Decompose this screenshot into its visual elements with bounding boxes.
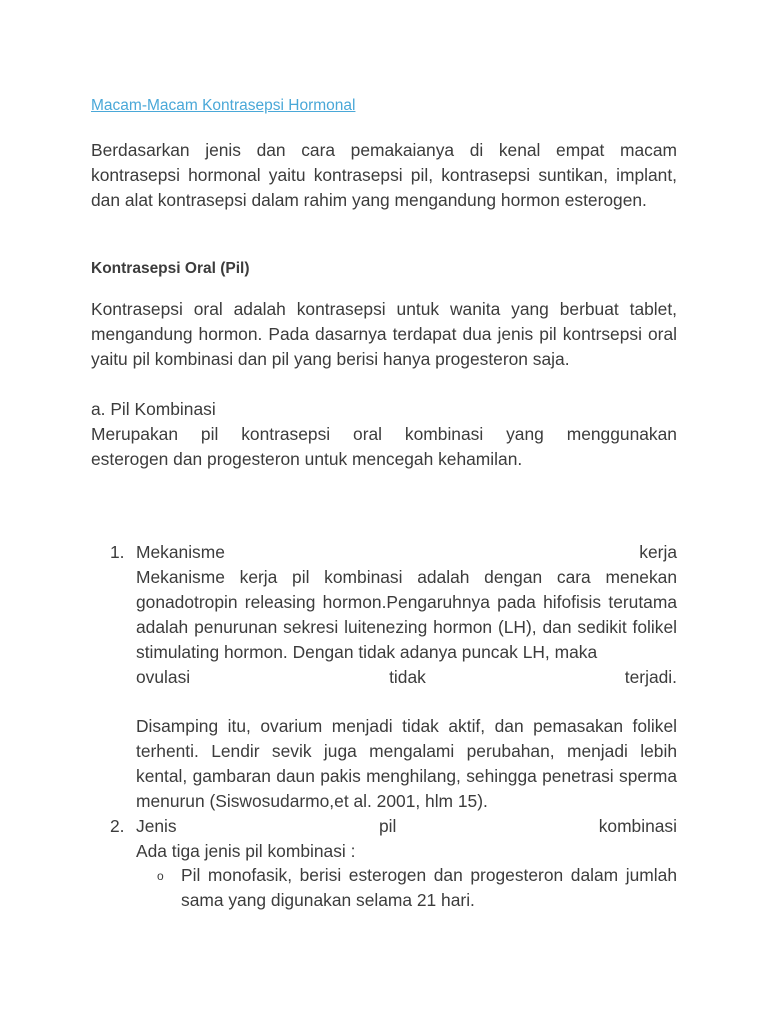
list-number-2: 2. [110,816,125,836]
intro-paragraph: Berdasarkan jenis dan cara pemakaianya di kenal empat macam kontrasepsi hormonal yaitu kontrasepsi pil, kontrasepsi suntikan, implant, dan alat kontrasepsi dalam rahim yang mengandung hormon esterogen. [91,140,677,210]
word: ovulasi [136,667,191,687]
word: terjadi. [624,667,677,687]
word: kontrasepsi [241,424,331,444]
word: kerja [639,542,677,562]
bullet-circle-icon: o [157,869,164,883]
item1-paragraph-1: Mekanisme kerja pil kombinasi adalah dengan cara menekan gonadotropin releasing hormon.Pengaruhnya pada hifofisis terutama adalah penurunan sekresi luitenezing hormon (LH), dan sedikit folikel stimulating hormon. Dengan tidak adanya puncak LH, maka [136,567,677,662]
item2-title [136,814,677,839]
word: yang [506,424,544,444]
kombinasi-line-2: esterogen dan progesteron untuk mencegah kehamilan. [91,449,523,469]
oral-paragraph: Kontrasepsi oral adalah kontrasepsi untuk wanita yang berbuat tablet, mengandung hormon. Pada dasarnya terdapat dua jenis pil kontrsepsi oral yaitu pil kombinasi dan pil yang berisi hanya progesteron saja. [91,299,677,369]
word: kombinasi [404,424,484,444]
word: kombinasi [598,816,677,836]
item1-paragraph-1-last-line [136,665,677,690]
sub-heading: a. Pil Kombinasi [91,399,216,419]
list-number-1: 1. [110,542,125,562]
word: Merupakan [91,424,179,444]
item2-intro: Ada tiga jenis pil kombinasi : [136,841,356,861]
bullet-item-1: Pil monofasik, berisi esterogen dan progesteron dalam jumlah sama yang digunakan selama 21 hari. [181,865,677,910]
kombinasi-line-1 [91,422,677,447]
word: oral [353,424,383,444]
title-link[interactable]: Macam-Macam Kontrasepsi Hormonal [91,97,356,114]
word: Mekanisme [136,542,225,562]
word: menggunakan [566,424,677,444]
word: pil [378,816,397,836]
item1-title [136,540,677,565]
word: tidak [389,667,426,687]
word: Jenis [136,816,177,836]
item1-paragraph-2: Disamping itu, ovarium menjadi tidak aktif, dan pemasakan folikel terhenti. Lendir sevik juga mengalami perubahan, menjadi lebih kental, gambaran daun pakis menghilang, sehingga penetrasi sperma menurun (Siswosudarmo,et al. 2001, hlm 15). [136,716,677,811]
section-heading: Kontrasepsi Oral (Pil) [91,260,250,277]
word: pil [200,424,219,444]
